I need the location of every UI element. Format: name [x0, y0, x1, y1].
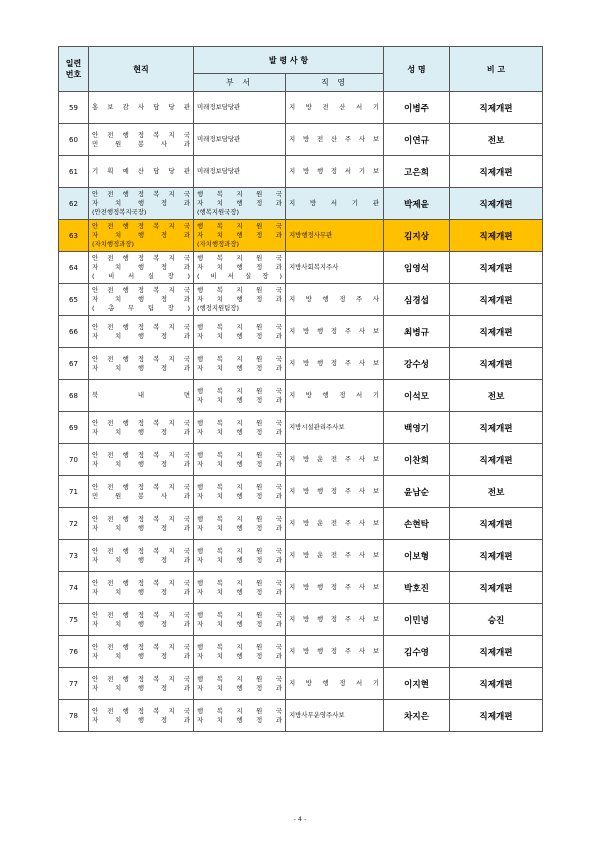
dept-line: (행정지원팀장) — [197, 304, 240, 312]
current-post-cell — [89, 348, 194, 380]
current-line: 자 치 행 정 과 — [92, 363, 190, 372]
table-row — [59, 444, 543, 476]
current-line: (자치행정과장) — [92, 240, 135, 248]
current-line: 자 치 행 정 과 — [92, 683, 190, 692]
position-cell — [286, 252, 384, 284]
serial-number: 61 — [59, 156, 89, 188]
table-row — [59, 156, 543, 188]
current-line: 안 전 행 정 복 지 국 — [92, 130, 190, 139]
person-name: 박제윤 — [384, 188, 450, 220]
dept-cell — [194, 156, 286, 188]
position-cell — [286, 412, 384, 444]
current-line: 안 전 행 정 복 지 국 — [92, 514, 190, 523]
current-post-cell — [89, 316, 194, 348]
dept-cell — [194, 636, 286, 668]
dept-cell — [194, 380, 286, 412]
dept-line: 자 치 행 정 과 — [197, 587, 282, 596]
current-line: 안 전 행 정 복 지 국 — [92, 642, 190, 651]
serial-number: 76 — [59, 636, 89, 668]
note-cell: 직제개편 — [450, 636, 543, 668]
current-post-cell — [89, 604, 194, 636]
current-post-cell — [89, 156, 194, 188]
current-post-cell — [89, 508, 194, 540]
position-text: 지방사무운영주사보 — [289, 711, 345, 719]
note-cell: 직제개편 — [450, 252, 543, 284]
current-line: 기 획 예 산 담 당 관 — [92, 167, 190, 175]
table-header-row — [59, 47, 543, 74]
header-serial-no: 일련 번호 — [59, 47, 89, 92]
current-line: 안 전 행 정 복 지 국 — [92, 674, 190, 683]
table-row — [59, 188, 543, 220]
current-post-cell — [89, 668, 194, 700]
dept-line: 행 복 지 원 국 — [197, 642, 282, 651]
dept-line: 행 복 지 원 국 — [197, 706, 282, 715]
current-line: 안 전 행 정 복 지 국 — [92, 610, 190, 619]
dept-line: 자 치 행 정 과 — [197, 683, 282, 692]
table-body — [59, 92, 543, 732]
current-post-cell — [89, 188, 194, 220]
current-line: 안 전 행 정 복 지 국 — [92, 190, 190, 198]
dept-cell — [194, 604, 286, 636]
current-line: 자 치 행 정 과 — [92, 651, 190, 660]
current-post-cell — [89, 700, 194, 732]
dept-cell — [194, 668, 286, 700]
current-line: 안 전 행 정 복 지 국 — [92, 546, 190, 555]
dept-line: 행 복 지 원 국 — [197, 254, 282, 262]
person-name: 이병주 — [384, 92, 450, 124]
current-line: 북 내 면 — [92, 391, 190, 399]
dept-cell — [194, 540, 286, 572]
person-name: 이지현 — [384, 668, 450, 700]
position-cell — [286, 508, 384, 540]
appointment-table — [58, 46, 543, 732]
person-name: 고은희 — [384, 156, 450, 188]
current-line: 안 전 행 정 복 지 국 — [92, 706, 190, 715]
current-line: 안 전 행 정 복 지 국 — [92, 286, 190, 294]
note-cell: 직제개편 — [450, 284, 543, 316]
position-text: 지 방 행 정 서 기 보 — [289, 167, 379, 175]
position-cell — [286, 284, 384, 316]
position-text: 지 방 행 정 주 사 보 — [289, 583, 379, 591]
table-row — [59, 572, 543, 604]
table-row — [59, 636, 543, 668]
position-text: 지 방 행 정 주 사 보 — [289, 615, 379, 623]
current-post-cell — [89, 252, 194, 284]
dept-line: 자 치 행 정 과 — [197, 427, 282, 436]
dept-line: 미래정보담당관 — [197, 103, 241, 111]
table-row — [59, 604, 543, 636]
dept-line: 행 복 지 원 국 — [197, 578, 282, 587]
current-line: ( 총 무 팀 장 ) — [92, 304, 190, 312]
position-cell — [286, 604, 384, 636]
dept-cell — [194, 92, 286, 124]
note-cell: 전보 — [450, 476, 543, 508]
dept-cell — [194, 220, 286, 252]
serial-number: 71 — [59, 476, 89, 508]
current-line: 자 치 행 정 과 — [92, 295, 190, 303]
table-row — [59, 412, 543, 444]
dept-cell — [194, 188, 286, 220]
dept-cell — [194, 124, 286, 156]
note-cell: 직제개편 — [450, 220, 543, 252]
position-cell — [286, 156, 384, 188]
current-post-cell — [89, 380, 194, 412]
dept-line: 자 치 행 정 과 — [197, 199, 282, 207]
position-text: 지 방 서 기 관 — [289, 199, 379, 207]
person-name: 차지은 — [384, 700, 450, 732]
note-cell: 전보 — [450, 124, 543, 156]
dept-line: 행 복 지 원 국 — [197, 450, 282, 459]
person-name: 윤남순 — [384, 476, 450, 508]
note-cell: 직제개편 — [450, 540, 543, 572]
dept-line: (자치행정과장) — [197, 240, 240, 248]
note-cell: 직제개편 — [450, 188, 543, 220]
current-line: 민 원 봉 사 과 — [92, 139, 190, 148]
current-post-cell — [89, 284, 194, 316]
serial-number: 69 — [59, 412, 89, 444]
page-number: - 4 - — [293, 815, 307, 823]
current-line: 자 치 행 정 과 — [92, 331, 190, 340]
dept-line: 자 치 행 정 과 — [197, 651, 282, 660]
person-name: 김지상 — [384, 220, 450, 252]
dept-line: 자 치 행 정 과 — [197, 619, 282, 628]
table-row — [59, 700, 543, 732]
person-name: 이찬희 — [384, 444, 450, 476]
header-name: 성 명 — [384, 47, 450, 92]
note-cell: 승진 — [450, 604, 543, 636]
serial-number: 70 — [59, 444, 89, 476]
note-cell: 직제개편 — [450, 412, 543, 444]
dept-line: ( 비 서 실 장 ) — [197, 272, 282, 280]
serial-number: 73 — [59, 540, 89, 572]
dept-line: 행 복 지 원 국 — [197, 354, 282, 363]
person-name: 이보형 — [384, 540, 450, 572]
person-name: 이민녕 — [384, 604, 450, 636]
position-text: 지 방 운 전 주 사 보 — [289, 551, 379, 559]
current-line: 자 치 행 정 과 — [92, 619, 190, 628]
position-cell — [286, 124, 384, 156]
header-dept: 부 서 — [194, 74, 286, 92]
header-position: 직 영 — [286, 74, 384, 92]
serial-number: 62 — [59, 188, 89, 220]
current-line: 자 치 행 정 과 — [92, 263, 190, 271]
dept-line: 행 복 지 원 국 — [197, 322, 282, 331]
dept-line: 자 치 행 정 과 — [197, 715, 282, 724]
dept-cell — [194, 476, 286, 508]
current-line: 자 치 행 정 과 — [92, 523, 190, 532]
current-line: 자 치 행 정 과 — [92, 199, 190, 207]
current-line: 자 치 행 정 과 — [92, 587, 190, 596]
dept-line: 자 치 행 정 과 — [197, 331, 282, 340]
dept-cell — [194, 412, 286, 444]
current-line: ( 비 서 실 장 ) — [92, 272, 190, 280]
current-post-cell — [89, 412, 194, 444]
position-text: 지방행정사무관 — [289, 231, 333, 239]
header-current-post: 현직 — [89, 47, 194, 92]
dept-line: 행 복 지 원 국 — [197, 190, 282, 198]
dept-cell — [194, 348, 286, 380]
dept-line: 행 복 지 원 국 — [197, 418, 282, 427]
serial-number: 77 — [59, 668, 89, 700]
note-cell: 직제개편 — [450, 668, 543, 700]
position-text: 지 방 행 정 주 사 보 — [289, 327, 379, 335]
dept-cell — [194, 700, 286, 732]
table-row — [59, 540, 543, 572]
current-post-cell — [89, 220, 194, 252]
note-cell: 직제개편 — [450, 508, 543, 540]
position-text: 지 방 행 정 주 사 보 — [289, 359, 379, 367]
dept-cell — [194, 316, 286, 348]
current-line: 자 치 행 정 과 — [92, 231, 190, 239]
current-post-cell — [89, 572, 194, 604]
current-post-cell — [89, 124, 194, 156]
current-line: 홍 보 감 사 담 당 관 — [92, 103, 190, 111]
current-line: 안 전 행 정 복 지 국 — [92, 578, 190, 587]
current-post-cell — [89, 636, 194, 668]
serial-number: 66 — [59, 316, 89, 348]
dept-line: 자 치 행 정 과 — [197, 459, 282, 468]
position-cell — [286, 540, 384, 572]
position-cell — [286, 188, 384, 220]
current-line: 안 전 행 정 복 지 국 — [92, 354, 190, 363]
serial-number: 67 — [59, 348, 89, 380]
position-cell — [286, 572, 384, 604]
serial-number: 78 — [59, 700, 89, 732]
position-text: 지방시설관리주사보 — [289, 423, 345, 431]
dept-cell — [194, 508, 286, 540]
position-text: 지 방 행 정 서 기 — [289, 391, 379, 399]
position-text: 지 방 행 정 서 기 — [289, 679, 379, 687]
dept-line: 자 치 행 정 과 — [197, 555, 282, 564]
person-name: 이석모 — [384, 380, 450, 412]
current-line: 자 치 행 정 과 — [92, 459, 190, 468]
note-cell: 직제개편 — [450, 444, 543, 476]
current-line: 안 전 행 정 복 지 국 — [92, 254, 190, 262]
dept-line: 미래정보담당관 — [197, 167, 241, 175]
dept-line: 행 복 지 원 국 — [197, 222, 282, 230]
serial-number: 65 — [59, 284, 89, 316]
current-line: 자 치 행 정 과 — [92, 715, 190, 724]
table-row — [59, 380, 543, 412]
current-post-cell — [89, 540, 194, 572]
table-row — [59, 316, 543, 348]
position-cell — [286, 476, 384, 508]
dept-line: 자 치 행 정 과 — [197, 395, 282, 404]
serial-number: 74 — [59, 572, 89, 604]
current-line: 안 전 행 정 복 지 국 — [92, 482, 190, 491]
position-cell — [286, 380, 384, 412]
header-note: 비 고 — [450, 47, 543, 92]
dept-line: 행 복 지 원 국 — [197, 546, 282, 555]
table-row — [59, 348, 543, 380]
serial-number: 72 — [59, 508, 89, 540]
dept-line: 자 치 행 정 과 — [197, 523, 282, 532]
person-name: 백영기 — [384, 412, 450, 444]
dept-line: 행 복 지 원 국 — [197, 482, 282, 491]
note-cell: 직제개편 — [450, 348, 543, 380]
position-text: 지 방 행 정 주 사 보 — [289, 487, 379, 495]
position-text: 지 방 행 정 주 사 — [289, 295, 379, 303]
header-appointment: 발 령 사 항 — [194, 47, 384, 74]
dept-cell — [194, 252, 286, 284]
dept-line: 행 복 지 원 국 — [197, 674, 282, 683]
position-text: 지 방 전 산 서 기 — [289, 103, 379, 111]
dept-line: 미래정보담당관 — [197, 135, 241, 143]
position-text: 지 방 운 전 주 사 보 — [289, 519, 379, 527]
current-line: 자 치 행 정 과 — [92, 427, 190, 436]
current-post-cell — [89, 476, 194, 508]
dept-line: 자 치 행 정 과 — [197, 263, 282, 271]
position-cell — [286, 220, 384, 252]
position-cell — [286, 668, 384, 700]
person-name: 이연규 — [384, 124, 450, 156]
table-row — [59, 124, 543, 156]
dept-line: (행복지원국장) — [197, 208, 240, 216]
serial-number: 59 — [59, 92, 89, 124]
dept-line: 행 복 지 원 국 — [197, 610, 282, 619]
dept-line: 자 치 행 정 과 — [197, 295, 282, 303]
position-cell — [286, 636, 384, 668]
current-line: 안 전 행 정 복 지 국 — [92, 450, 190, 459]
current-line: 자 치 행 정 과 — [92, 555, 190, 564]
current-line: 안 전 행 정 복 지 국 — [92, 418, 190, 427]
dept-line: 자 치 행 정 과 — [197, 231, 282, 239]
dept-line: 행 복 지 원 국 — [197, 514, 282, 523]
dept-cell — [194, 284, 286, 316]
note-cell: 직제개편 — [450, 92, 543, 124]
note-cell: 직제개편 — [450, 156, 543, 188]
table-row — [59, 476, 543, 508]
dept-line: 행 복 지 원 국 — [197, 386, 282, 395]
note-cell: 전보 — [450, 380, 543, 412]
dept-cell — [194, 572, 286, 604]
position-text: 지 방 전 산 주 사 보 — [289, 135, 379, 143]
position-cell — [286, 348, 384, 380]
serial-number: 64 — [59, 252, 89, 284]
serial-number: 63 — [59, 220, 89, 252]
person-name: 김수영 — [384, 636, 450, 668]
position-cell — [286, 92, 384, 124]
person-name: 심경섭 — [384, 284, 450, 316]
dept-cell — [194, 444, 286, 476]
current-line: (안전행정복지국장) — [92, 208, 147, 216]
note-cell: 직제개편 — [450, 700, 543, 732]
table-row — [59, 220, 543, 252]
person-name: 박호진 — [384, 572, 450, 604]
position-text: 지방사회복지주사 — [289, 263, 339, 271]
note-cell: 직제개편 — [450, 572, 543, 604]
current-line: 안 전 행 정 복 지 국 — [92, 322, 190, 331]
dept-line: 행 복 지 원 국 — [197, 286, 282, 294]
serial-number: 68 — [59, 380, 89, 412]
dept-line: 자 치 행 정 과 — [197, 363, 282, 372]
serial-number: 75 — [59, 604, 89, 636]
serial-number: 60 — [59, 124, 89, 156]
position-text: 지 방 운 전 주 사 보 — [289, 455, 379, 463]
note-cell: 직제개편 — [450, 316, 543, 348]
dept-line: 자 치 행 정 과 — [197, 491, 282, 500]
person-name: 최병규 — [384, 316, 450, 348]
position-cell — [286, 700, 384, 732]
position-text: 지 방 행 정 주 사 보 — [289, 647, 379, 655]
person-name: 강수성 — [384, 348, 450, 380]
position-cell — [286, 444, 384, 476]
table-row — [59, 252, 543, 284]
current-post-cell — [89, 444, 194, 476]
table-row — [59, 92, 543, 124]
table-row — [59, 284, 543, 316]
current-line: 안 전 행 정 복 지 국 — [92, 222, 190, 230]
position-cell — [286, 316, 384, 348]
person-name: 임영석 — [384, 252, 450, 284]
person-name: 손현탁 — [384, 508, 450, 540]
table-row — [59, 508, 543, 540]
current-line: 민 원 봉 사 과 — [92, 491, 190, 500]
table-row — [59, 668, 543, 700]
current-post-cell — [89, 92, 194, 124]
